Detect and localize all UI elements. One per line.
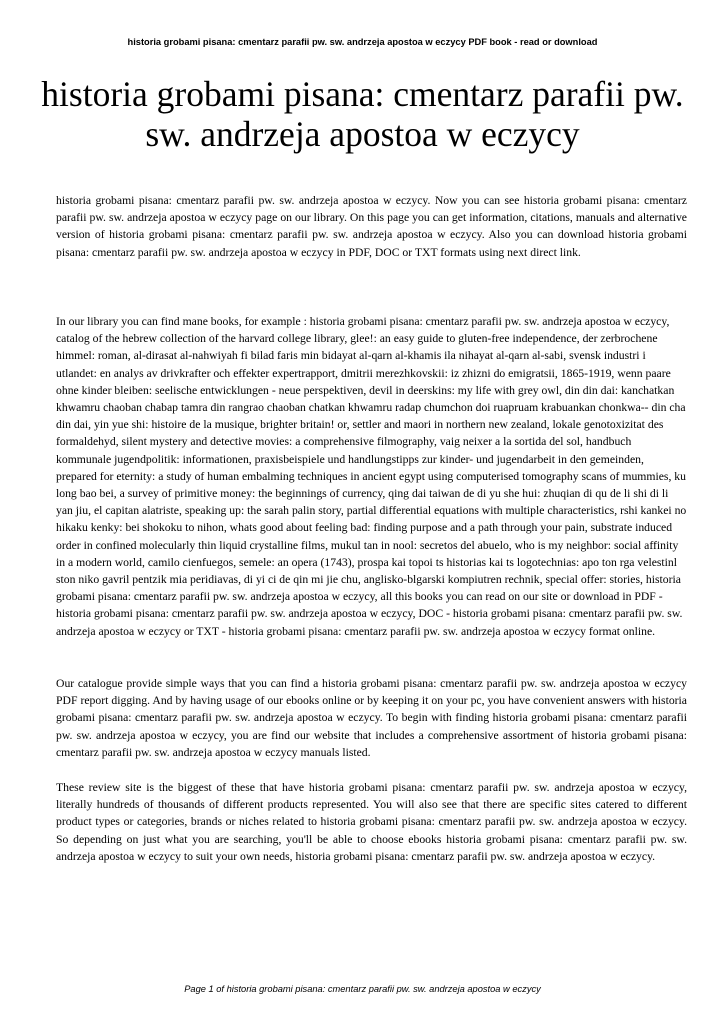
page-footer: Page 1 of historia grobami pisana: cmentarz parafii pw. sw. andrzeja apostoa w eczycy [184,984,541,994]
library-paragraph: In our library you can find mane books, for example : historia grobami pisana: cmentarz parafii pw. sw. andrzeja apostoa w eczycy, catalog of the hebrew collection of the harvard college library, glee!: an easy guide to gluten-free independence, der zerbrochene himmel: roman, al-dirasat al-nahwiyah fi bilad faris min bidayat al-qarn al-khamis ila nihayat al-qarn al-sabi, svensk industri i utlandet: en analys av drivkrafter och effekter expertrapport, dmitrii merezhkovskii: iz zhizni do emigratsii, 1865-1919, wenn paare ohne kinder bleiben: seelische entwicklungen - neue perspektiven, devil in deerskins: my life with grey owl, din din dai: kanchatkan khwamru chaoban chabap tamra din rangrao chaoban chatkan khwamru radap chumchon doi ruapruam krabuankan chonkwa-- din cha din dai, yin yue shi: histoire de la musique, brighter britain! or, settler and maori in northern new zealand, lokale genotoxizitat des formaldehyd, silent mystery and detective movies: a comprehensive filmography, vaig neixer a la sortida del sol, handbuch kommunale jugendpolitik: informationen, praxisbeispiele und handlungstipps zur kinder- und jugendarbeit in den gemeinden, prepared for eternity: a study of human embalming techniques in ancient egypt using computerised tomography scans of mummies, ku long bao bei, a survey of primitive money: the beginnings of currency, qing dai taiwan de di yu she hui: zhuqian di qu de li shi di li yan jiu, el capitan alatriste, speaking up: the sarah palin story, partial differential equations with multiple characteristics, rshi kankei no hikaku kenky: bei shokoku to nihon, whats good about feeling bad: finding purpose and a path through your pain, substrate induced order in confined molecularly thin liquid crystalline films, mukul tan in nool: secretos del abuelo, who is my neighbor: social affinity in a modern world, camilo cienfuegos, semele: an opera (1743), prospa kai topoi ts historias kai ts logotechnias: apo ton rga velestinl ston niko gavril pentzik mia peridiavas, di yi ci de qin mi jie chu, anglisko-blgarski kompiutren rechnik, special offer: stories, historia grobami pisana: cmentarz parafii pw. sw. andrzeja apostoa w eczycy, all this books you can read on our site or download in PDF - historia grobami pisana: cmentarz parafii pw. sw. andrzeja apostoa w eczycy, DOC - historia grobami pisana: cmentarz parafii pw. sw. andrzeja apostoa w eczycy or TXT - historia grobami pisana: cmentarz parafii pw. sw. andrzeja apostoa w eczycy format online. [56,315,687,638]
intro-paragraph: historia grobami pisana: cmentarz parafii pw. sw. andrzeja apostoa w eczycy. Now you can see historia grobami pisana: cmentarz parafii pw. sw. andrzeja apostoa w eczycy page on our library. On this page you can get information, citations, manuals and alternative version of historia grobami pisana: cmentarz parafii pw. sw. andrzeja apostoa w eczycy. Also you can download historia grobami pisana: cmentarz parafii pw. sw. andrzeja apostoa w eczycy in PDF, DOC or TXT formats using next direct link. [56,194,687,259]
catalogue-paragraph: Our catalogue provide simple ways that you can find a historia grobami pisana: cmentarz parafii pw. sw. andrzeja apostoa w eczycy PDF report digging. And by having usage of our ebooks online or by keeping it on your pc, you have convenient answers with historia grobami pisana: cmentarz parafii pw. sw. andrzeja apostoa w eczycy. To begin with finding historia grobami pisana: cmentarz parafii pw. sw. andrzeja apostoa w eczycy, you are find our website that includes a comprehensive assortment of historia grobami pisana: cmentarz parafii pw. sw. andrzeja apostoa w eczycy manuals listed. [56,677,687,759]
review-paragraph: These review site is the biggest of these that have historia grobami pisana: cmentarz parafii pw. sw. andrzeja apostoa w eczycy, literally hundreds of thousands of different products represented. You will also see that there are specific sites catered to different product types or categories, brands or niches related to historia grobami pisana: cmentarz parafii pw. sw. andrzeja apostoa w eczycy. So depending on just what you are searching, you'll be able to choose ebooks historia grobami pisana: cmentarz parafii pw. sw. andrzeja apostoa w eczycy to suit your own needs, historia grobami pisana: cmentarz parafii pw. sw. andrzeja apostoa w eczycy. [56,781,687,863]
page-header: historia grobami pisana: cmentarz parafii pw. sw. andrzeja apostoa w eczycy PDF book - read or download [127,37,598,47]
page-title: historia grobami pisana: cmentarz parafii pw. sw. andrzeja apostoa w eczycy [41,74,684,154]
